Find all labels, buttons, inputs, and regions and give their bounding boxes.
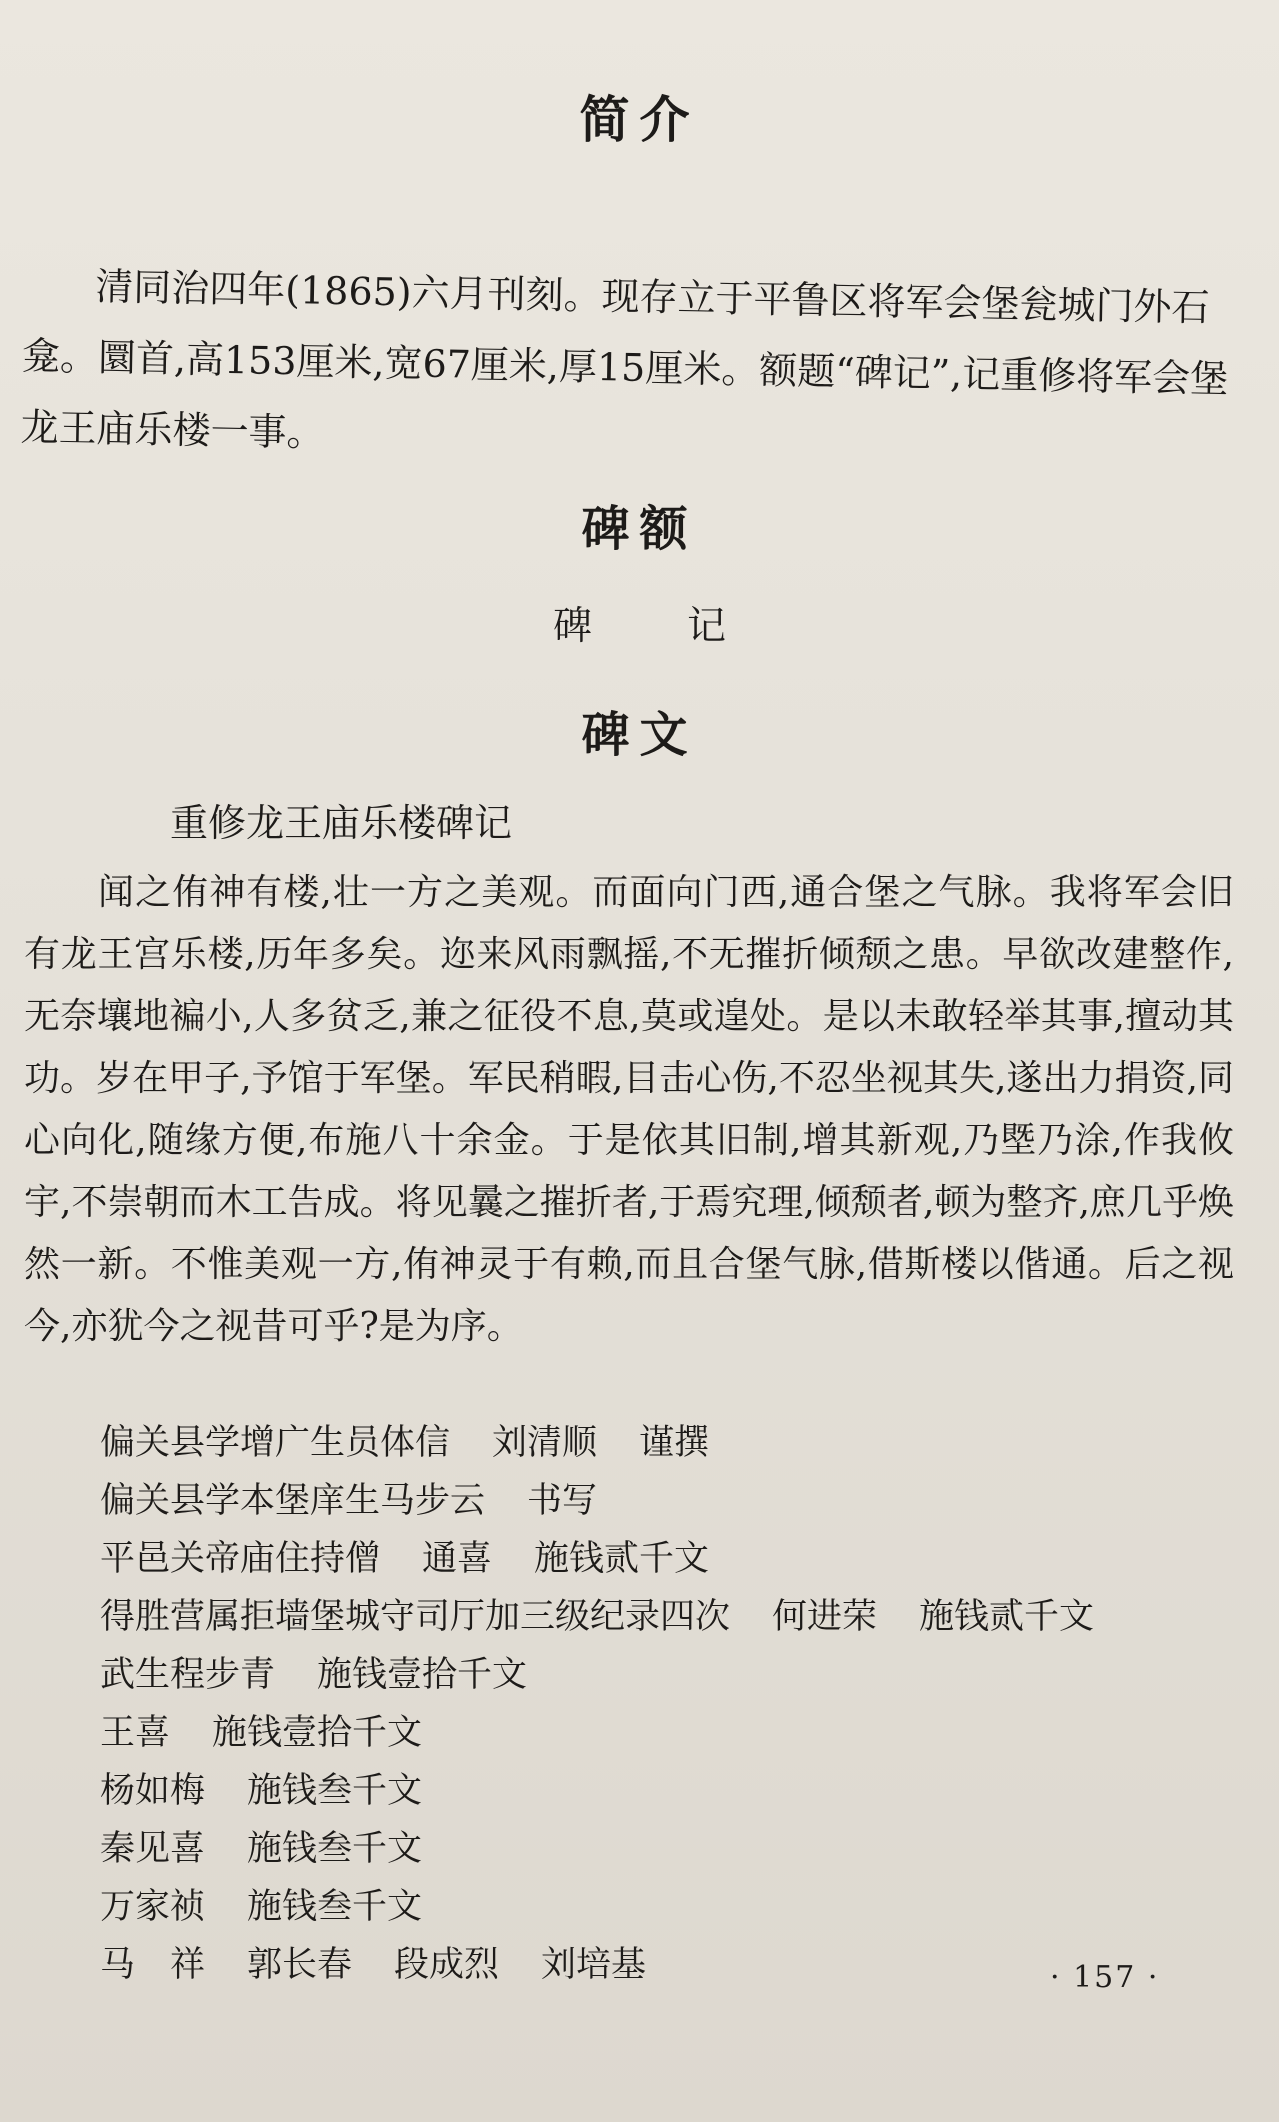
credit-item: 秦见喜 bbox=[100, 1829, 206, 1869]
credit-line bbox=[100, 1704, 1150, 1762]
credit-item: 施钱壹拾千文 bbox=[212, 1713, 423, 1753]
credit-item: 王喜 bbox=[100, 1713, 171, 1753]
credit-line bbox=[100, 1820, 1150, 1878]
credit-item: 施钱叁千文 bbox=[247, 1829, 423, 1869]
credit-item: 通喜 bbox=[422, 1539, 493, 1579]
credit-line bbox=[100, 1472, 1150, 1530]
heading-stele-text: 碑文 bbox=[581, 707, 698, 763]
donor-list bbox=[100, 1414, 1150, 1994]
credit-item: 书写 bbox=[527, 1481, 598, 1521]
credit-item: 谨撰 bbox=[639, 1423, 710, 1463]
page-number: · 157 · bbox=[1050, 1960, 1160, 1995]
credit-line bbox=[100, 1414, 1150, 1472]
credit-item: 偏关县学增广生员体信 bbox=[100, 1423, 451, 1463]
stele-body-text: 闻之侑神有楼,壮一方之美观。而面向门西,通合堡之气脉。我将军会旧有龙王宫乐楼,历年多矣。迩来风雨飘摇,不无摧折倾颓之患。早欲改建整作,无奈壤地褊小,人多贫乏,兼之征役不息,莫或遑处。是以未敢轻举其事,擅动其功。岁在甲子,予馆于军堡。军民稍暇,目击心伤,不忍坐视其失,遂出力捐资,同心向化,随缘方便,布施八十余金。于是依其旧制,增其新观,乃塈乃涂,作我攸宇,不崇朝而木工告成。将见曩之摧折者,于焉究理,倾颓者,顿为整齐,庶几乎焕然一新。不惟美观一方,侑神灵于有赖,而且合堡气脉,借斯楼以偕通。后之视今,亦犹今之视昔可乎?是为序。 bbox=[24, 872, 1234, 1347]
credit-item: 段成烈 bbox=[394, 1945, 500, 1985]
credit-line bbox=[100, 1588, 1150, 1646]
heading-forehead: 碑额 bbox=[581, 501, 698, 557]
credit-line bbox=[100, 1936, 1150, 1994]
credit-item: 得胜营属拒墙堡城守司厅加三级纪录四次 bbox=[100, 1597, 731, 1637]
credit-line bbox=[100, 1646, 1150, 1704]
credit-item: 施钱叁千文 bbox=[247, 1887, 423, 1927]
credit-item: 马 祥 bbox=[100, 1945, 206, 1985]
intro-text: 清同治四年(1865)六月刊刻。现存立于平鲁区将军会堡瓮城门外石龛。圜首,高153厘米,宽67厘米,厚15厘米。额题“碑记”,记重修将军会堡龙王庙乐楼一事。 bbox=[20, 264, 1229, 455]
credit-item: 万家祯 bbox=[100, 1887, 206, 1927]
credit-item: 武生程步青 bbox=[100, 1655, 276, 1695]
credit-item: 平邑关帝庙住持僧 bbox=[100, 1539, 381, 1579]
credit-item: 郭长春 bbox=[247, 1945, 353, 1985]
stele-title: 重修龙王庙乐楼碑记 bbox=[170, 801, 513, 845]
credit-item: 施钱贰千文 bbox=[919, 1597, 1095, 1637]
credit-item: 刘清顺 bbox=[492, 1423, 598, 1463]
credit-line bbox=[100, 1530, 1150, 1588]
credit-item: 刘培基 bbox=[541, 1945, 647, 1985]
credit-item: 偏关县学本堡庠生马步云 bbox=[100, 1481, 486, 1521]
credit-item: 何进荣 bbox=[772, 1597, 878, 1637]
credit-item: 施钱贰千文 bbox=[534, 1539, 710, 1579]
stele-body bbox=[24, 862, 1234, 1358]
forehead-inscription: 碑记 bbox=[552, 604, 821, 649]
credit-item: 施钱壹拾千文 bbox=[317, 1655, 528, 1695]
credit-item: 杨如梅 bbox=[100, 1771, 206, 1811]
intro-paragraph bbox=[20, 250, 1254, 487]
credit-item: 施钱叁千文 bbox=[247, 1771, 423, 1811]
credit-line bbox=[100, 1762, 1150, 1820]
heading-intro: 简介 bbox=[579, 90, 700, 149]
credit-line bbox=[100, 1878, 1150, 1936]
